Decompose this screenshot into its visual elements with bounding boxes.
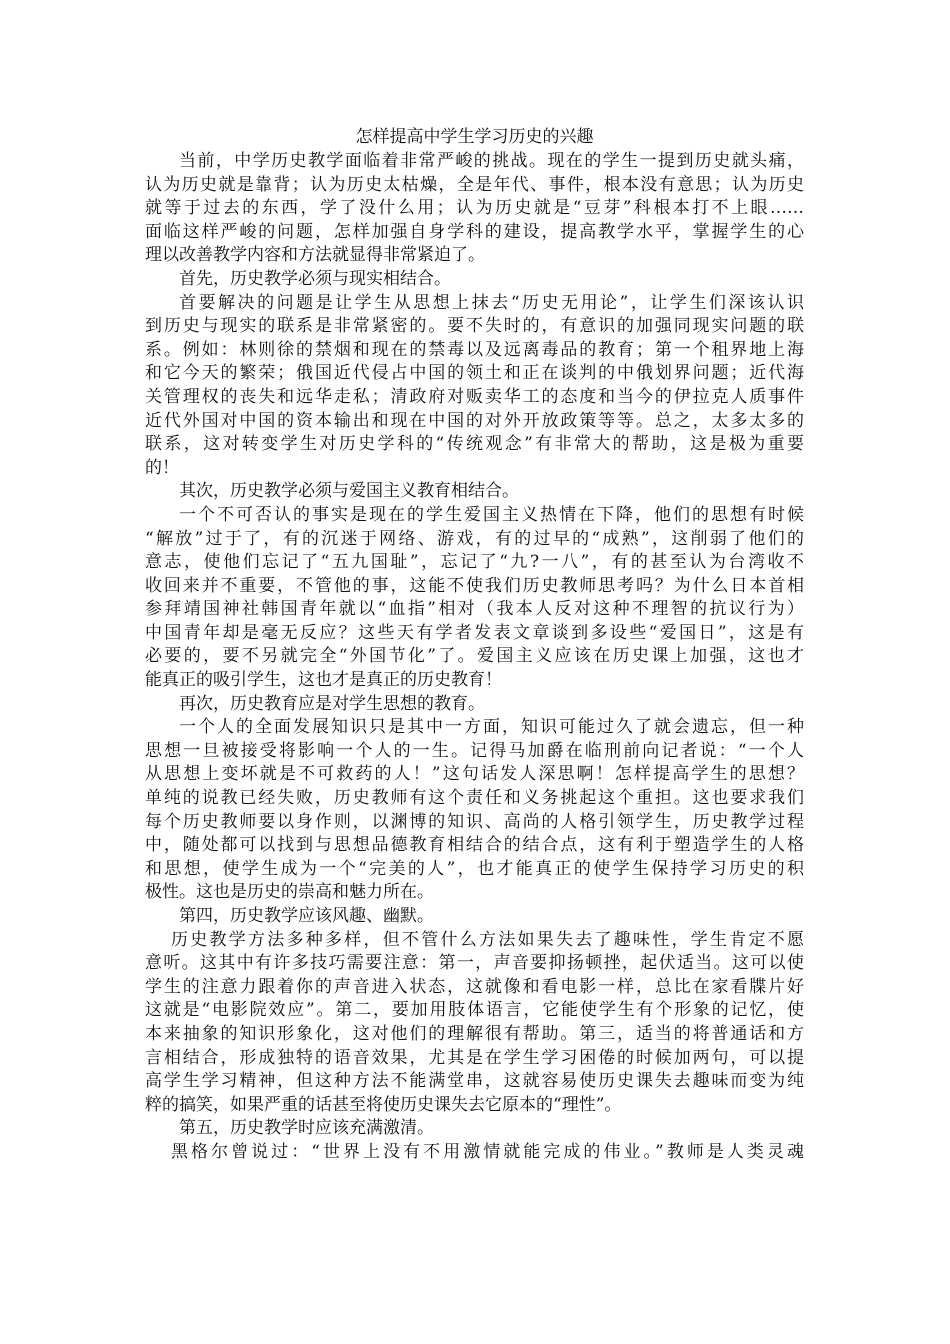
section-heading: 第五，历史教学时应该充满激清。 [179,1118,434,1139]
text-line: 极性。这也是历史的崇高和魅力所在。 [145,882,434,903]
text-line: 学生的注意力跟着你的声音进入状态，这就像和看电影一样，总比在家看牒片好 [145,976,804,997]
section-heading: 首先，历史教学必须与现实相结合。 [179,268,451,289]
text-line: 言相结合，形成独特的语音效果，尤其是在学生学习困倦的时候加两句，可以提 [145,1047,804,1068]
text-line: 意听。这其中有许多技巧需要注意：第一，声音要抑扬顿挫，起伏适当。这可以使 [145,953,804,974]
text-line: 和思想，使学生成为一个“完美的人”，也才能真正的使学生保持学习历史的积 [145,858,804,879]
text-line: 的！ [145,457,179,478]
text-line: 这就是“电影院效应”。第二，要加用肢体语言，它能使学生有个形象的记忆，使 [145,1000,804,1021]
document-body [145,150,804,1165]
text-line: 认为历史就是靠背；认为历史太枯燥，全是年代、事件，根本没有意思；认为历史 [145,174,804,195]
text-line: 到历史与现实的联系是非常紧密的。要不失时的，有意识的加强同现实问题的联 [145,316,804,337]
text-line: 近代外国对中国的资本输出和现在中国的对外开放政策等等。总之，太多太多的 [145,410,804,431]
text-line: 中，随处都可以找到与思想品德教育相结合的结合点，这有利于塑造学生的人格 [145,835,804,856]
text-line: 首要解决的问题是让学生从思想上抹去“历史无用论”，让学生们深该认识 [179,292,804,313]
text-line: “解放”过于了，有的沉迷于网络、游戏，有的过早的“成熟”，这削弱了他们的 [145,528,804,549]
text-line: 每个历史教师要以身作则，以渊博的知识、高尚的人格引领学生，历史教学过程 [145,811,804,832]
text-line: 意志，使他们忘记了“五九国耻”，忘记了“九?一八”，有的甚至认为台湾收不 [145,552,804,573]
text-line: 一个人的全面发展知识只是其中一方面，知识可能过久了就会遗忘，但一种 [179,717,804,738]
text-line: 粹的搞笑，如果严重的话甚至将使历史课失去它原本的“理性”。 [145,1094,622,1115]
text-line: 黑格尔曾说过：“世界上没有不用激情就能完成的伟业。”教师是人类灵魂 [171,1141,804,1162]
document-title: 怎样提高中学生学习历史的兴趣 [355,127,594,147]
text-line: 能真正的吸引学生，这也才是真正的历史教育！ [145,670,502,691]
text-line: 单纯的说教已经失败，历史教师有这个责任和义务挑起这个重担。这也要求我们 [145,788,804,809]
text-line: 收回来并不重要，不管他的事，这能不使我们历史教师思考吗？为什么日本首相 [145,575,804,596]
section-heading: 其次，历史教学必须与爱国主义教育相结合。 [179,481,519,502]
section-heading: 再次，历史教育应是对学生思想的教育。 [179,693,485,714]
text-line: 系。例如：林则徐的禁烟和现在的禁毒以及远离毒品的教育；第一个租界地上海 [145,339,804,360]
text-line: 从思想上变坏就是不可救药的人！”这句话发人深思啊！怎样提高学生的思想？ [145,764,804,785]
text-line: 参拜靖国神社韩国青年就以“血指”相对（我本人反对这种不理智的抗议行为） [145,599,804,620]
text-line: 和它今天的繁荣；俄国近代侵占中国的领土和正在谈判的中俄划界问题；近代海 [145,363,804,384]
text-line: 思想一旦被接受将影响一个人的一生。记得马加爵在临刑前向记者说：“一个人 [145,740,804,761]
text-line: 当前，中学历史教学面临着非常严峻的挑战。现在的学生一提到历史就头痛， [179,151,804,171]
text-line: 联系，这对转变学生对历史学科的“传统观念”有非常大的帮助，这是极为重要 [145,434,804,455]
section-heading: 第四，历史教学应该风趣、幽默。 [179,906,434,926]
text-line: 历史教学方法多种多样，但不管什么方法如果失去了趣味性，学生肯定不愿 [171,929,804,950]
text-line: 一个不可否认的事实是现在的学生爱国主义热情在下降，他们的思想有时候 [179,504,804,525]
text-line: 就等于过去的东西，学了没什么用；认为历史就是“豆芽”科根本打不上眼…… [145,198,804,219]
text-line: 高学生学习精神，但这种方法不能满堂串，这就容易使历史课失去趣味而变为纯 [145,1071,804,1092]
text-line: 关管理权的丧失和远华走私；清政府对贩卖华工的态度和当今的伊拉克人质事件 [145,386,804,407]
text-line: 中国青年却是毫无反应？这些天有学者发表文章谈到多设些“爱国日”，这是有 [145,622,804,643]
text-line: 理以改善教学内容和方法就显得非常紧迫了。 [145,245,485,266]
text-line: 必要的，要不另就完全“外国节化”了。爱国主义应该在历史课上加强，这也才 [145,646,804,667]
text-line: 面临这样严峻的问题，怎样加强自身学科的建设，提高教学水平，掌握学生的心 [145,221,804,242]
text-line: 本来抽象的知识形象化，这对他们的理解很有帮助。第三，适当的将普通话和方 [145,1023,804,1044]
